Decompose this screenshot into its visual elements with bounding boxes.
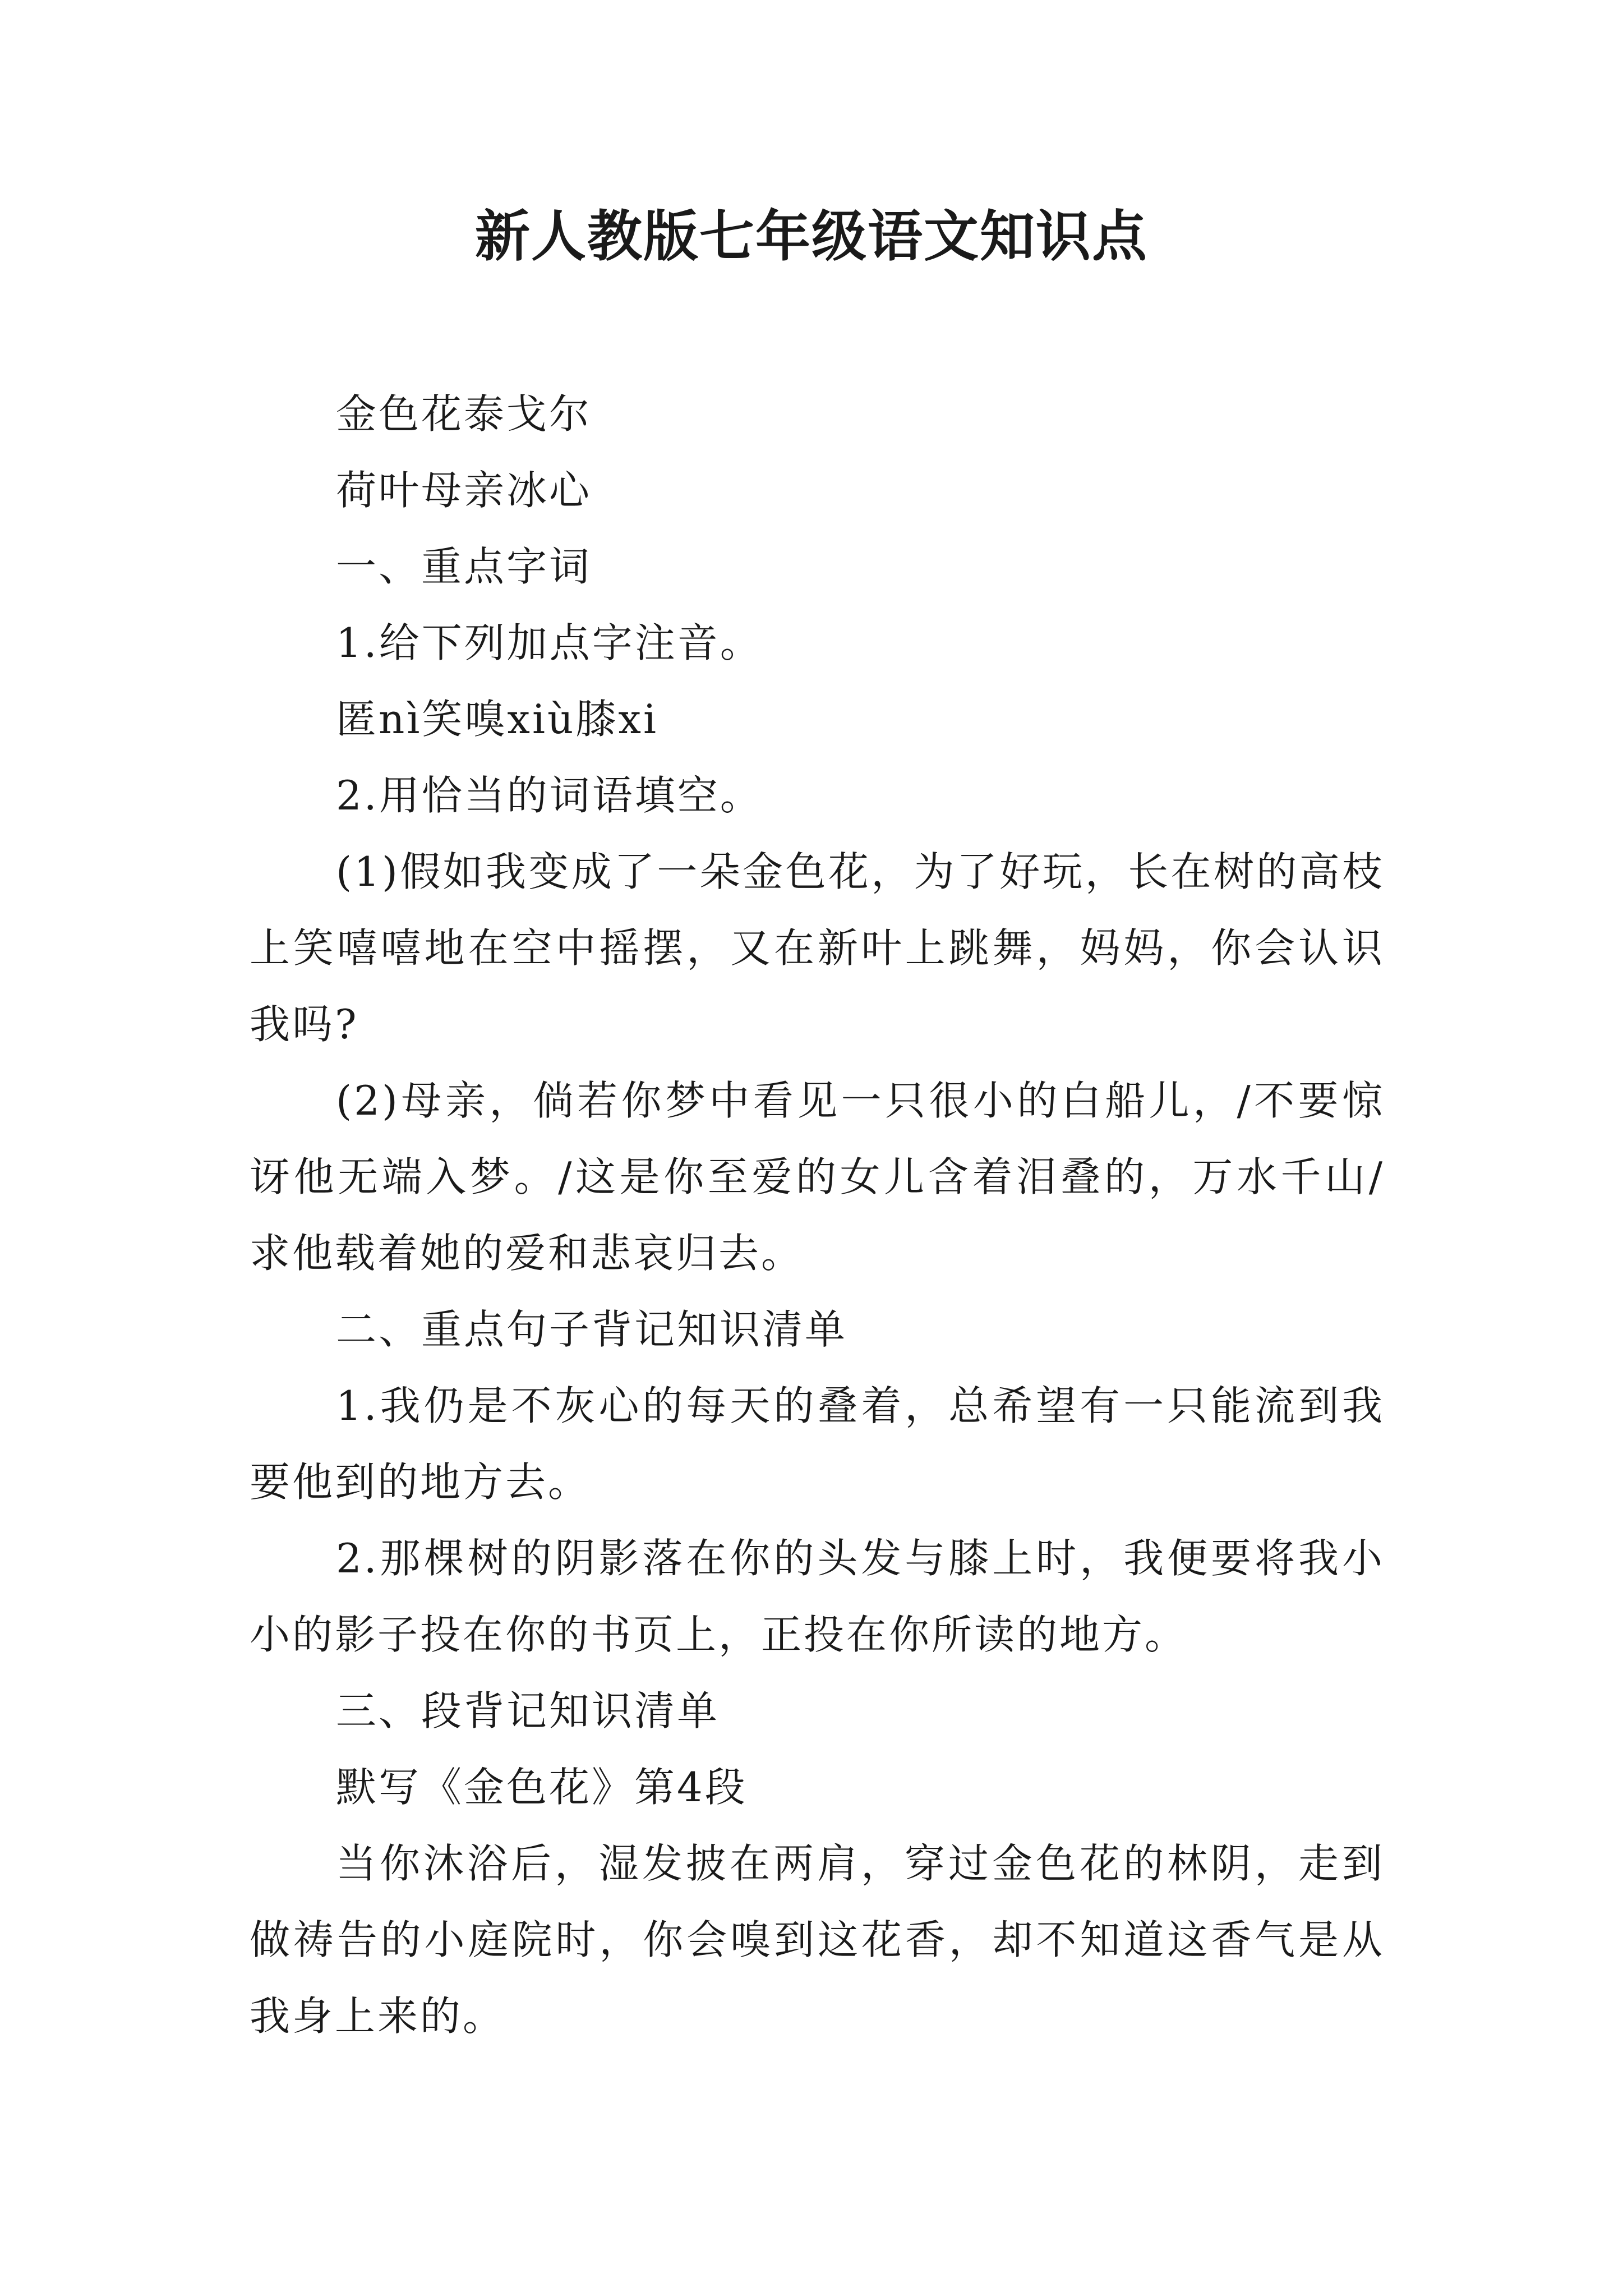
paragraph-item-1: (1)假如我变成了一朵金色花，为了好玩，长在树的高枝上笑嘻嘻地在空中摇摆，又在新叶上跳舞，妈妈，你会认识我吗?: [250, 848, 1385, 1048]
question-2: 2.用恰当的词语填空。: [336, 772, 763, 819]
paragraph-poem-2: 荷叶母亲冰心: [336, 467, 592, 514]
question-1: 1.给下列加点字注音。: [336, 619, 763, 666]
document-title: 新人教版七年级语文知识点: [474, 205, 1148, 269]
section-heading-1: 一、重点字词: [336, 543, 592, 590]
pinyin-line: 匿nì笑嗅xiù膝xi: [336, 696, 659, 743]
paragraph-poem-1: 金色花泰戈尔: [336, 390, 592, 438]
sentence-item-1: 1.我仍是不灰心的每天的叠着，总希望有一只能流到我要他到的地方去。: [250, 1382, 1385, 1506]
section-heading-2: 二、重点句子背记知识清单: [336, 1306, 848, 1353]
dictation-instruction: 默写《金色花》第4段: [336, 1764, 748, 1811]
section-heading-3: 三、段背记知识清单: [336, 1687, 720, 1734]
dictation-passage: 当你沐浴后，湿发披在两肩，穿过金色花的林阴，走到做祷告的小庭院时，你会嗅到这花香，却不知道这香气是从我身上来的。: [250, 1840, 1385, 2040]
document-body: [250, 376, 1385, 2054]
sentence-item-2: 2.那棵树的阴影落在你的头发与膝上时，我便要将我小小的影子投在你的书页上，正投在你所读的地方。: [250, 1535, 1385, 1658]
paragraph-item-2: (2)母亲，倘若你梦中看见一只很小的白船儿，/不要惊讶他无端入梦。/这是你至爱的女儿含着泪叠的，万水千山/求他载着她的爱和悲哀归去。: [250, 1077, 1385, 1277]
